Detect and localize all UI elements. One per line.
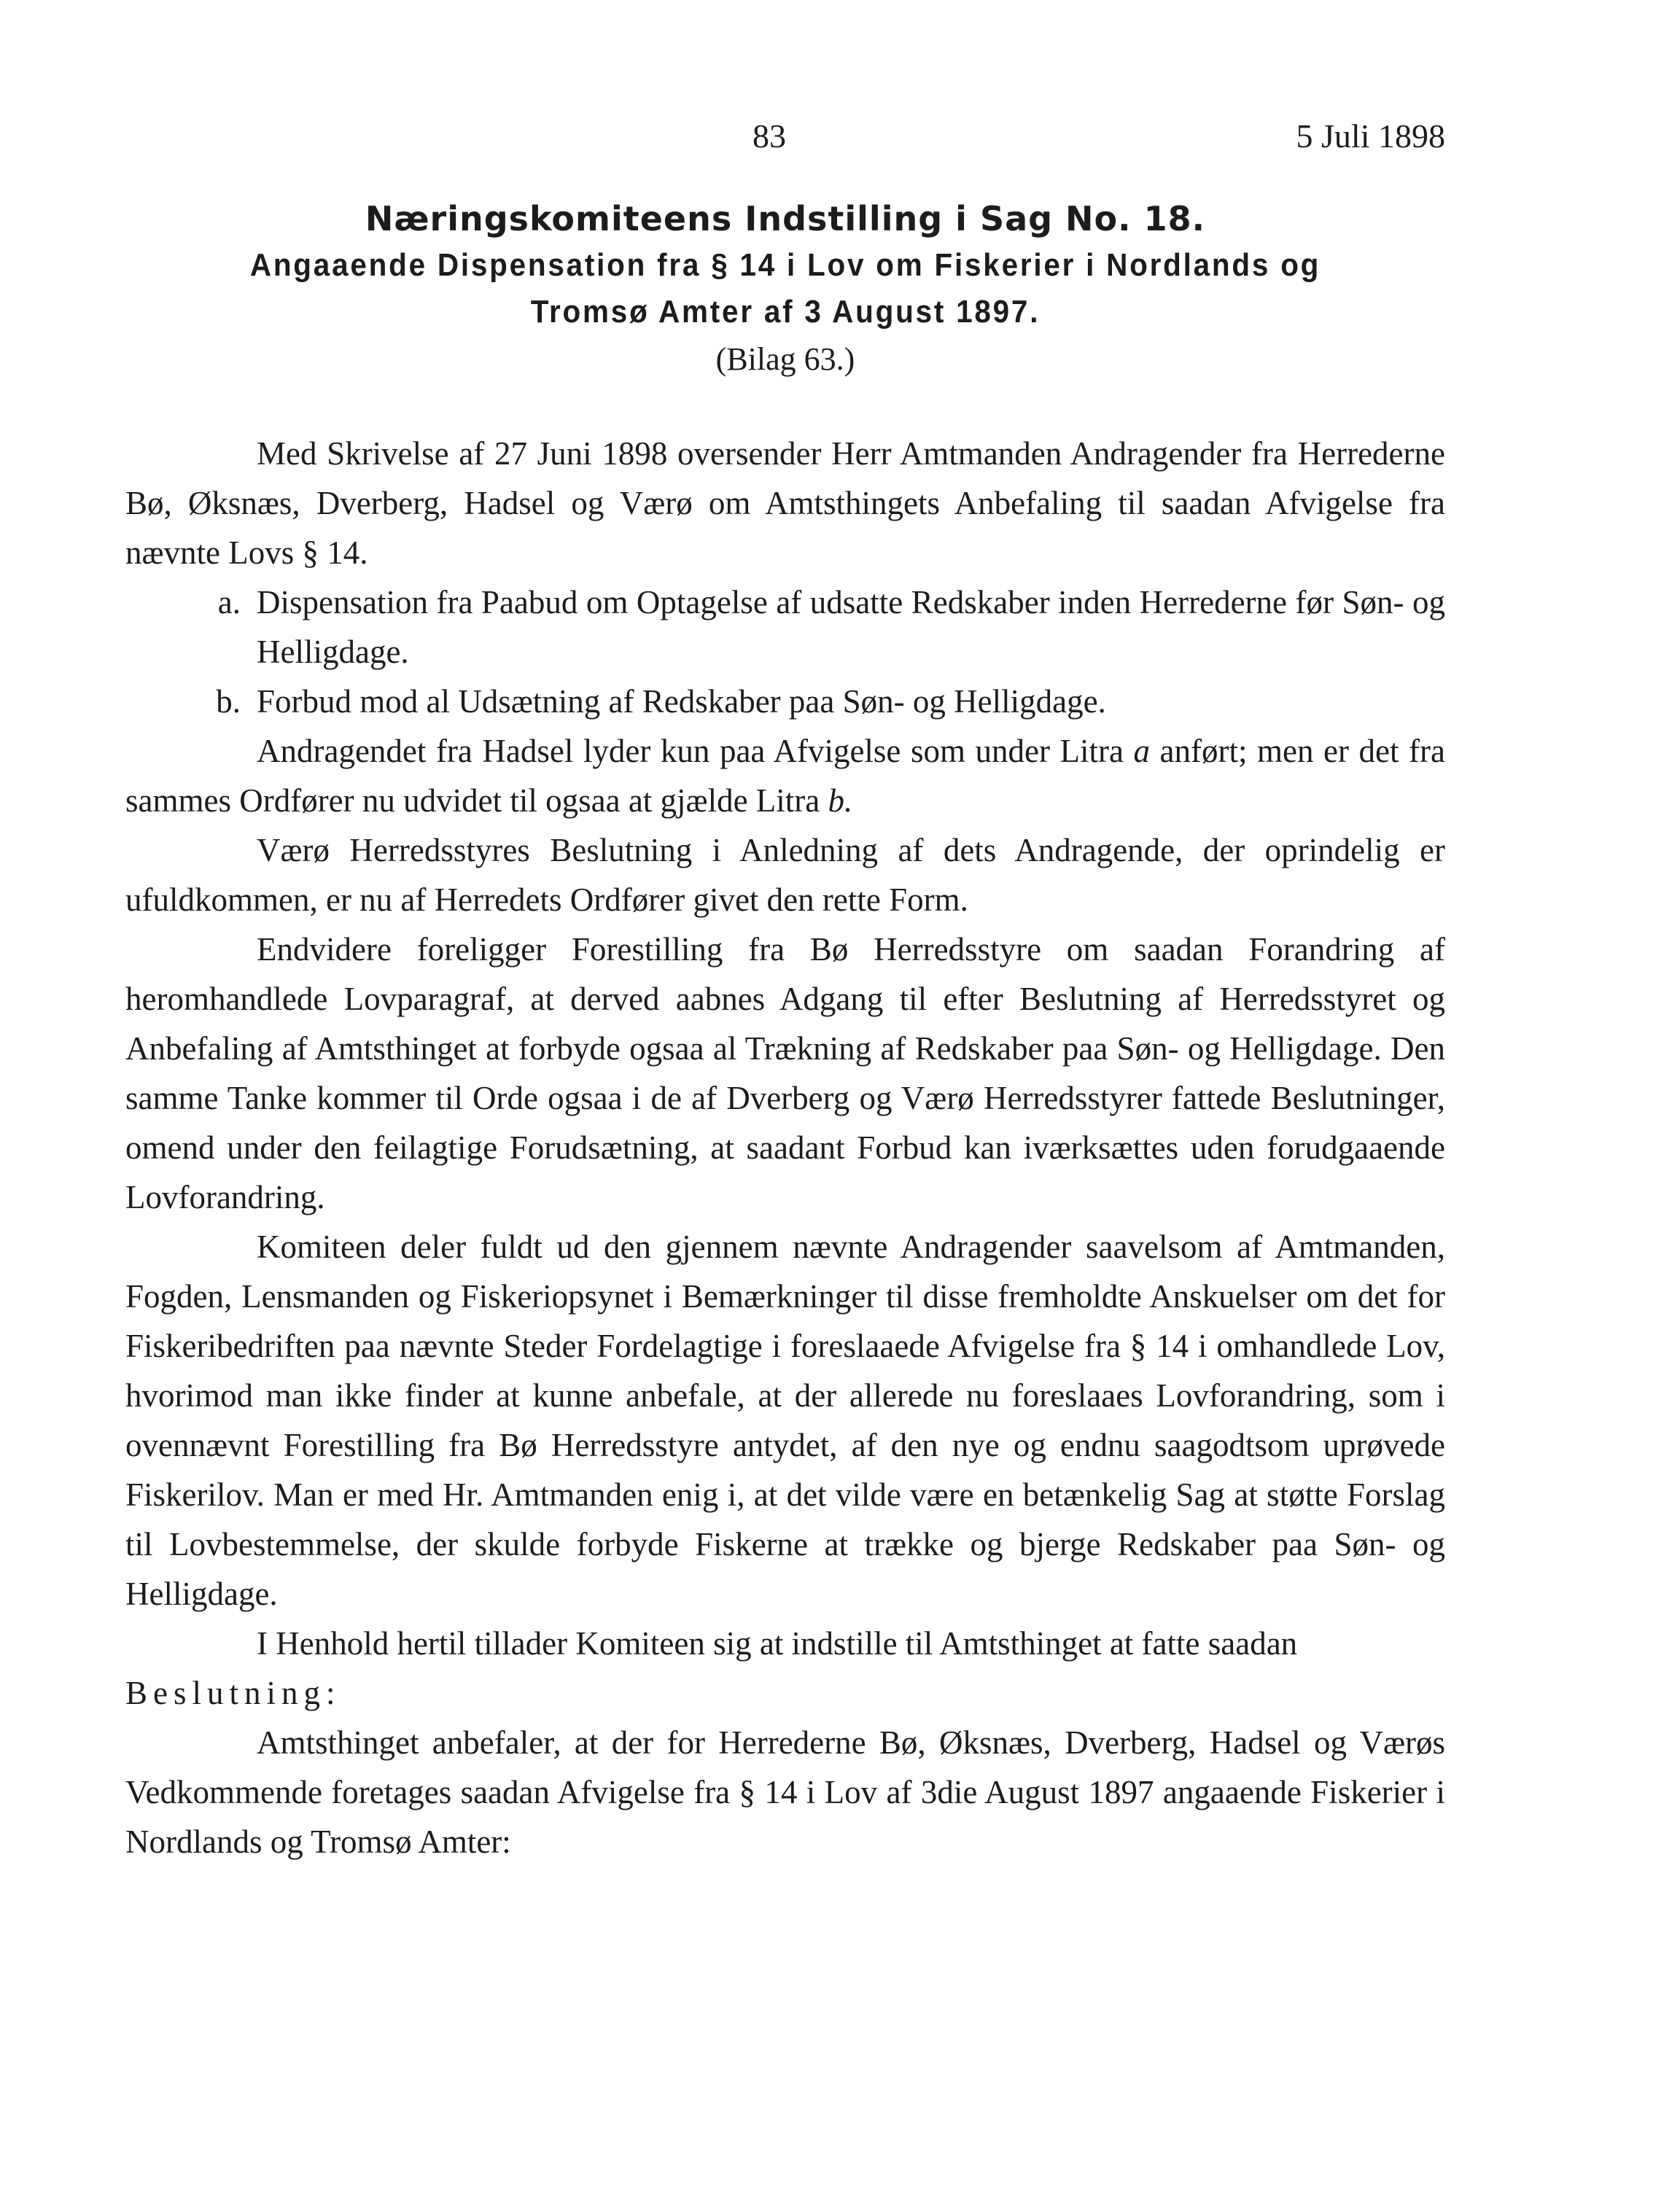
list-item-a-label: a. bbox=[217, 584, 241, 620]
litra-a: a bbox=[1133, 733, 1150, 769]
list-item-a bbox=[125, 577, 1445, 677]
paragraph-komiteen: Komiteen deler fuldt ud den gjennem nævnte Andragender saavelsom af Amtmanden, Fogden, Lensmanden og Fiskeriopsynet i Bemærkninger til disse fremholdte Anskuelser om det for Fiskeribedriften paa nævnte Steder Fordelagtige i foreslaaede Afvigelse fra § 14 i omhandlede Lov, hvorimod man ikke finder at kunne anbefale, at der allerede nu foreslaaes Lovforandring, som i ovennævnt Forestilling fra Bø Herredsstyre antydet, af den nye og endnu saagodtsom uprøvede Fiskerilov. Man er med Hr. Amtmanden enig i, at det vilde være en betænkelig Sag at støtte Forslag til Lovbestemmelse, der skulde forbyde Fiskerne at trække og bjerge Redskaber paa Søn- og Helligdage. bbox=[125, 1229, 1445, 1612]
paragraph-hadsel bbox=[125, 726, 1445, 825]
paragraph-bo-forestilling: Endvidere foreligger Forestilling fra Bø Herredsstyre om saadan Forandring af heromhandlede Lovparagraf, at derved aabnes Adgang til efter Beslutning af Herredsstyret og Anbefaling af Amtsthinget at forbyde ogsaa al Trækning af Redskaber paa Søn- og Helligdage. Den samme Tanke kommer til Orde ogsaa i de af Dverberg og Værø Herredsstyrer fattede Beslutninger, omend under den feilagtige Forudsætning, at saadant Forbud kan iværksættes uden forudgaaende Lovforandring. bbox=[125, 931, 1445, 1215]
page-number: 83 bbox=[752, 117, 786, 155]
paragraph-resolution: Amtsthinget anbefaler, at der for Herrederne Bø, Øksnæs, Dverberg, Hadsel og Værøs Vedkommende foretages saadan Afvigelse fra § 14 i Lov af 3die August 1897 angaaende Fiskerier i Nordlands og Tromsø Amter: bbox=[125, 1724, 1445, 1860]
resolution-heading: Beslutning: bbox=[125, 1675, 341, 1711]
document-title: Næringskomiteens Indstilling i Sag No. 18. bbox=[365, 199, 1206, 238]
litra-b: b. bbox=[828, 782, 853, 819]
list-item-a-text: Dispensation fra Paabud om Optagelse af udsatte Redskaber inden Herrederne før Søn- og Helligdage. bbox=[257, 584, 1445, 670]
list-item-b bbox=[125, 677, 1445, 726]
document-subtitle-line1: Angaaende Dispensation fra § 14 i Lov om Fiskerier i Nordlands og bbox=[249, 247, 1321, 283]
page-header bbox=[125, 117, 1445, 168]
paragraph-intro: Med Skrivelse af 27 Juni 1898 oversender Herr Amtmanden Andragender fra Herrederne Bø, Øksnæs, Dverberg, Hadsel og Værø om Amtsthingets Anbefaling til saadan Afvigelse fra nævnte Lovs § 14. bbox=[125, 435, 1445, 571]
attachment-reference: (Bilag 63.) bbox=[715, 341, 855, 377]
title-block bbox=[125, 195, 1445, 384]
paragraph-hadsel-text1: Andragendet fra Hadsel lyder kun paa Afvigelse som under Litra bbox=[257, 733, 1124, 769]
document-body bbox=[125, 429, 1445, 1867]
paragraph-vaero: Værø Herredsstyres Beslutning i Anledning af dets Andragende, der oprindelig er ufuldkommen, er nu af Herredets Ordfører givet den rette Form. bbox=[125, 832, 1445, 918]
list-item-b-text: Forbud mod al Udsætning af Redskaber paa Søn- og Helligdage. bbox=[257, 683, 1106, 720]
paragraph-hadsel-text2: anført; men er det fra sammes Ordfører nu udvidet til ogsaa at gjælde Litra bbox=[125, 733, 1446, 819]
document-subtitle-line2: Tromsø Amter af 3 August 1897. bbox=[530, 294, 1041, 330]
paragraph-henhold: I Henhold hertil tillader Komiteen sig at indstille til Amtsthinget at fatte saadan bbox=[257, 1625, 1298, 1662]
list-item-b-label: b. bbox=[216, 683, 241, 720]
page-date: 5 Juli 1898 bbox=[1296, 117, 1445, 155]
